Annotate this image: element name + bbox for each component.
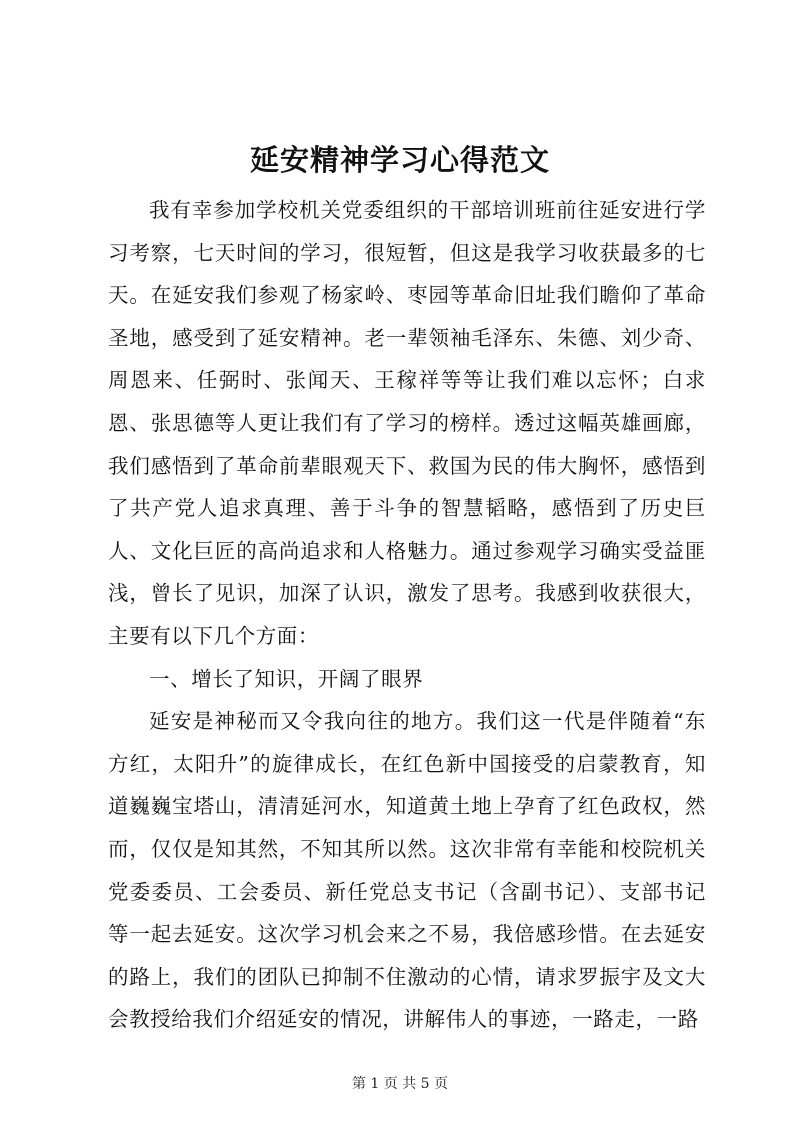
document-title: 延安精神学习心得范文 [249,143,550,177]
paragraph-section-one: 延安是神秘而又令我向往的地方。我们这一代是伴随着“东方红，太阳升”的旋律成长，在红色新中国接受的启蒙教育，知道巍巍宝塔山，清清延河水，知道黄土地上孕育了红色政权，然而，仅仅是知其然，不知其所以然。这次非常有幸能和校院机关党委委员、工会委员、新任党总支书记（含副书记）、支部书记等一起去延安。这次学习机会来之不易，我倍感珍惜。在去延安的路上，我们的团队已抑制不住激动的心情，请求罗振宇及文大会教授给我们介绍延安的情况，讲解伟人的事迹，一路走，一路 [108,709,706,1032]
page-footer: 第 1 页 共 5 页 [351,1076,449,1092]
document-body [108,189,706,1041]
paragraph-intro: 我有幸参加学校机关党委组织的干部培训班前往延安进行学习考察，七天时间的学习，很短暂，但这是我学习收获最多的七天。在延安我们参观了杨家岭、枣园等革命旧址我们瞻仰了革命圣地，感受到了延安精神。老一辈领袖毛泽东、朱德、刘少奇、周恩来、任弼时、张闻天、王稼祥等等让我们难以忘怀；白求恩、张思德等人更让我们有了学习的榜样。透过这幅英雄画廊，我们感悟到了革命前辈眼观天下、救国为民的伟大胸怀，感悟到了共产党人追求真理、善于斗争的智慧韬略，感悟到了历史巨人、文化巨匠的高尚追求和人格魅力。通过参观学习确实受益匪浅，曾长了见识，加深了认识，激发了思考。我感到收获很大，主要有以下几个方面： [108,198,706,648]
section-heading: 一、增长了知识，开阔了眼界 [149,666,424,691]
